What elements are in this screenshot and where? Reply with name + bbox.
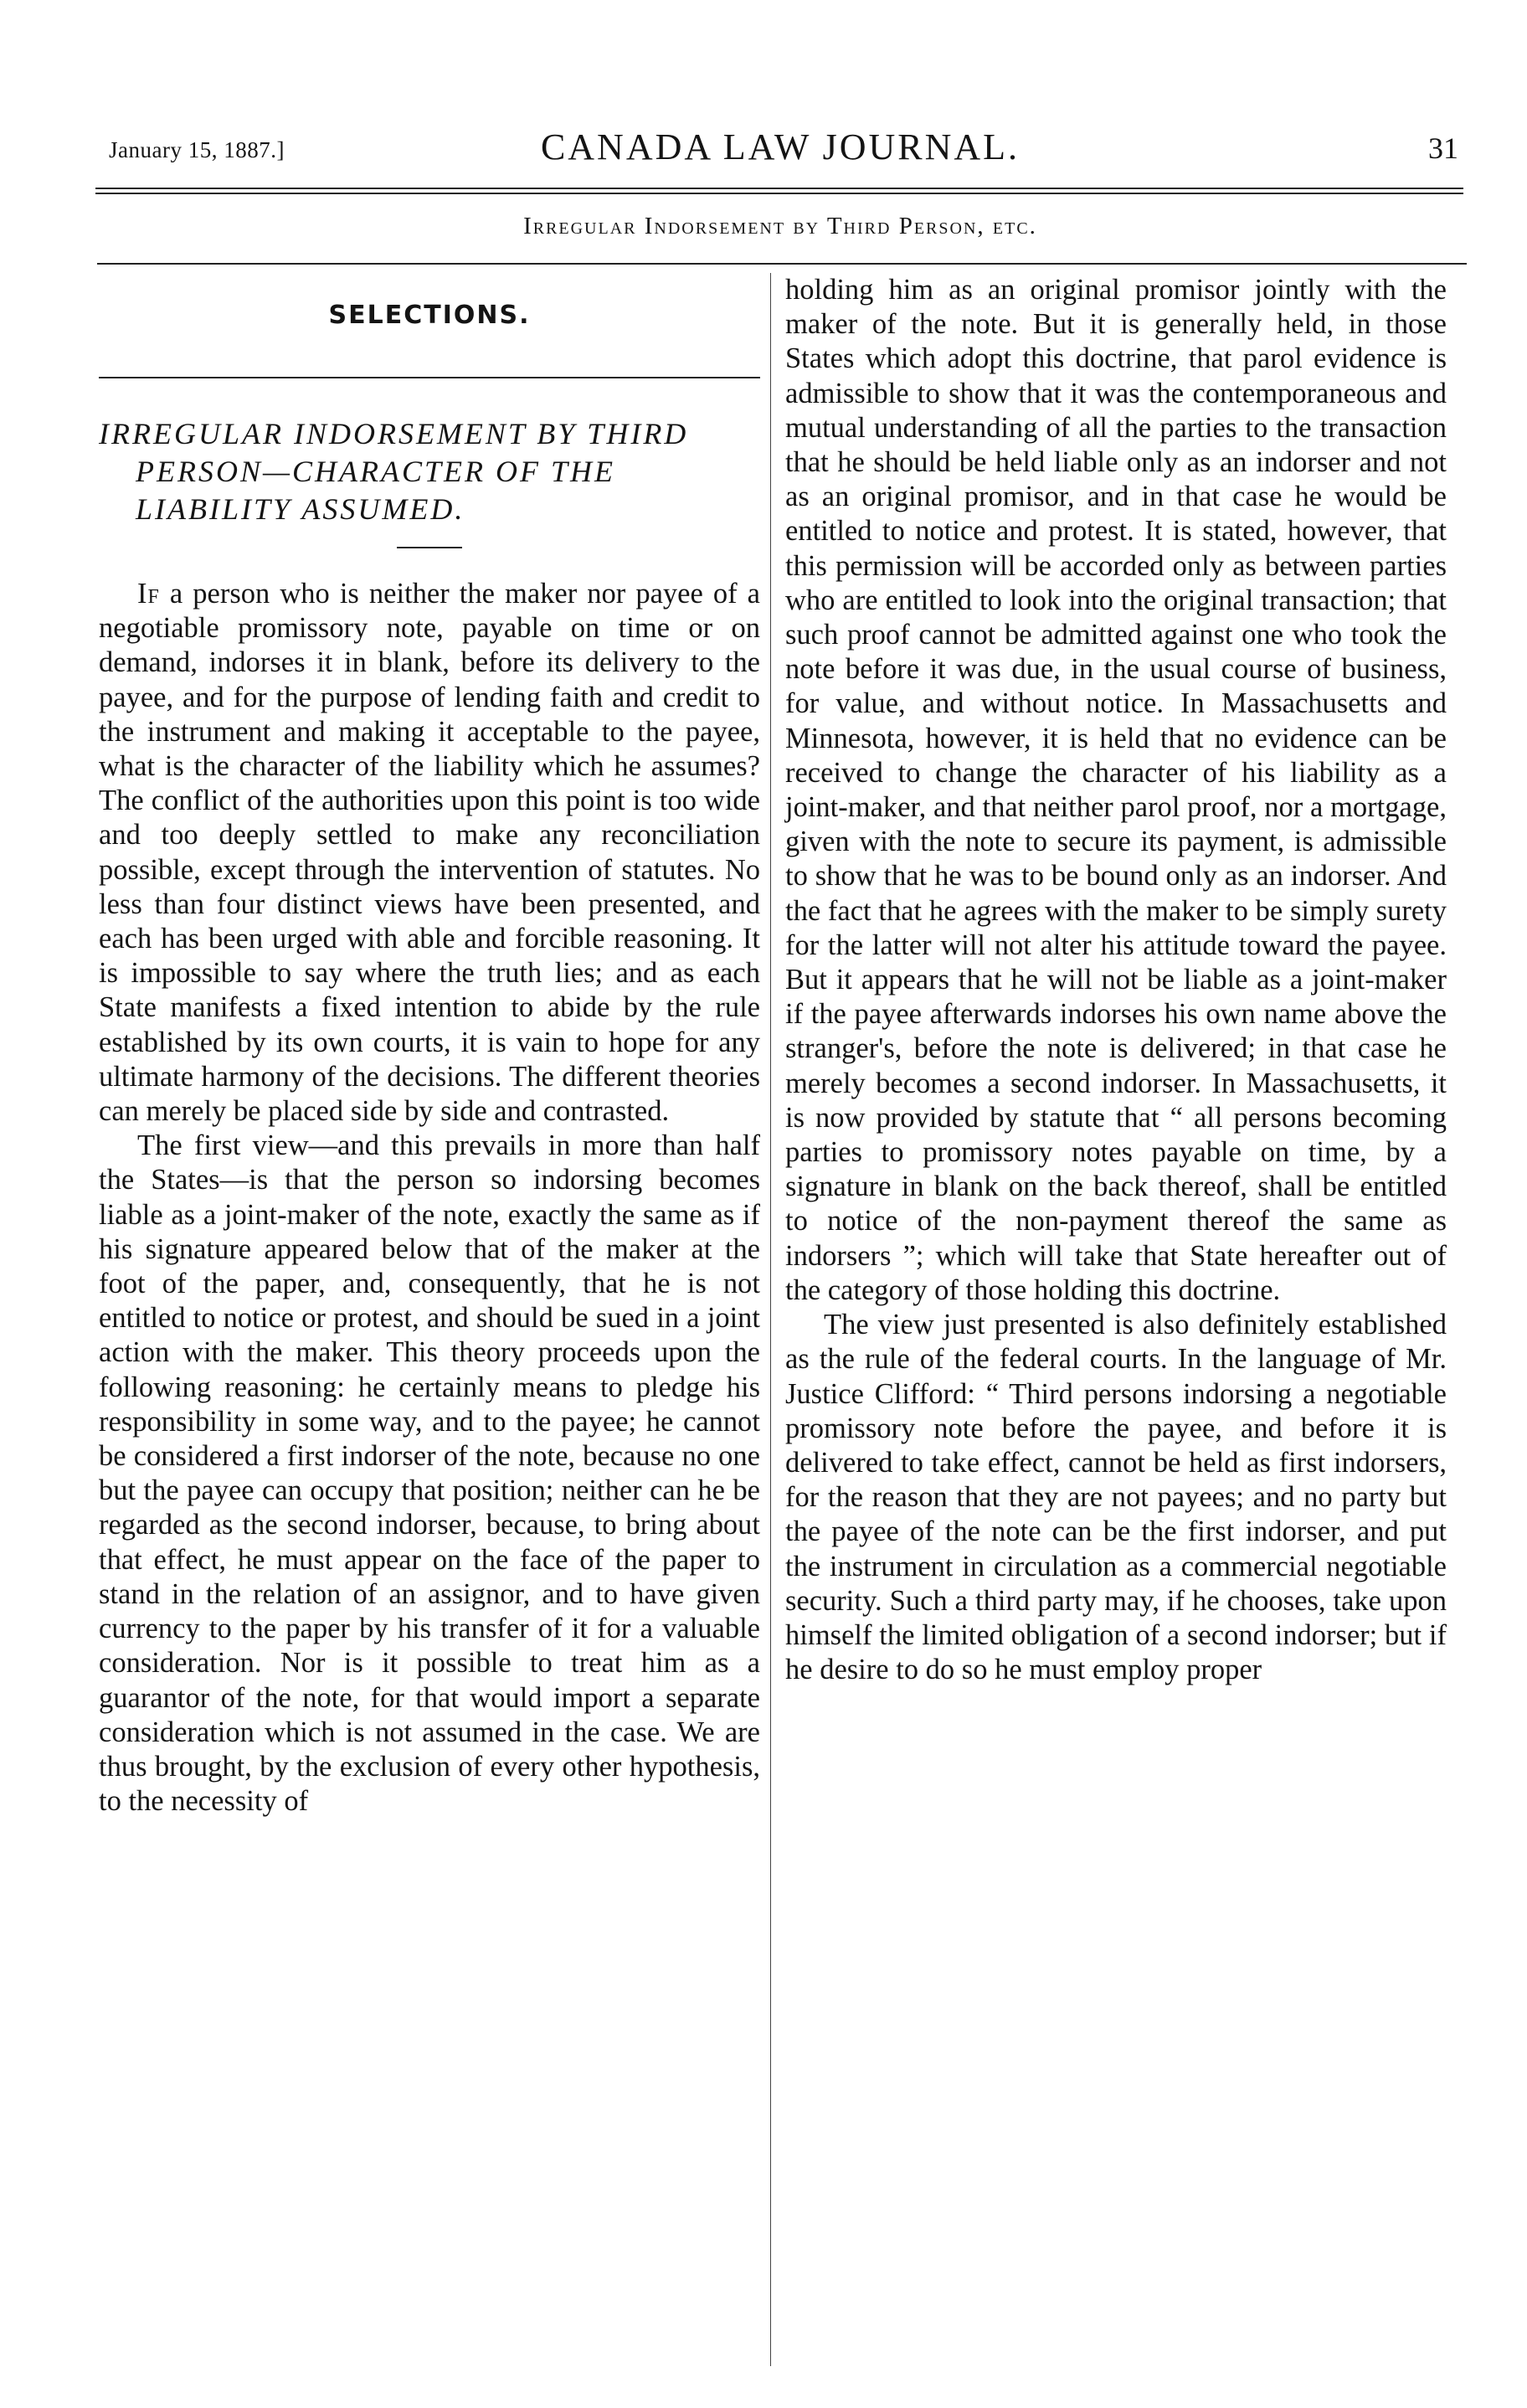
opening-word: If <box>137 578 160 610</box>
department-heading: SELECTIONS. <box>328 301 531 330</box>
page-number: 31 <box>1428 131 1458 165</box>
department-rule <box>99 377 760 378</box>
running-head <box>94 126 1467 176</box>
header-rule <box>95 188 1463 194</box>
text-columns <box>94 273 1467 2408</box>
section-rule <box>97 263 1467 265</box>
title-rule <box>397 547 462 548</box>
paragraph-text: a person who is neither the maker nor payee of a negotiable promissory note, payable on time or on demand, indorses it in blank, before its delivery to the payee, and for the purpose of lending faith and credit to the instrument and making it acceptable to the payee, what is the character of the liability which he assumes? The conflict of the authorities upon this point is too wide and too deeply settled to make any reconciliation possible, except through the intervention of statutes. No less than four distinct views have been presented, and each has been urged with able and forcible reasoning. It is impossible to say where the truth lies; and as each State manifests a fixed intention to abide by the rule established by its own courts, it is vain to hope for any ultimate harmony of the decisions. The different theories can merely be placed side by side and contrasted. <box>99 578 760 1128</box>
section-head: Irregular Indorsement by Third Person, etc. <box>523 213 1037 239</box>
journal-page <box>94 126 1467 2408</box>
right-column <box>785 273 1447 1687</box>
paragraph: The view just presented is also definitely established as the rule of the federal courts. In the language of Mr. Justice Clifford: “ Third persons indorsing a negotiable promissory note before the payee, and before it is delivered to take effect, cannot be held as first indorsers, for the reason that they are not payees; and no party but the payee of the note can be the first indorser, and put the instrument in circulation as a commercial negotiable security. Such a third party may, if he chooses, take upon himself the limited obligation of a second indorser; but if he desire to do so he must employ proper <box>785 1309 1447 1686</box>
paragraph <box>99 577 760 1129</box>
paragraph: holding him as an original promisor jointly with the maker of the note. But it is generally held, in those States which adopt this doctrine, that parol evidence is admissible to show that it was the contemporaneous and mutual understanding of all the parties to the transaction that he should be held liable only as an indorser and not as an original promisor, and in that case he would be entitled to notice and protest. It is stated, however, that this permission will be accorded only as between parties who are entitled to look into the original transaction; that such proof cannot be admitted against one who took the note before it was due, in the usual course of business, for value, and without notice. In Massachusetts and Minnesota, however, it is held that no evidence can be received to change the character of his liability as a joint-maker, and that neither parol proof, nor a mortgage, given with the note to secure its payment, is admissible to show that he was to be bound only as an indorser. And the fact that he agrees with the maker to be simply surety for the latter will not alter his attitude toward the payee. But it appears that he will not be liable as a joint-maker if the payee afterwards indorses his own name above the stranger's, before the note is delivered; in that case he merely becomes a second indorser. In Massachusetts, it is now provided by statute that “ all persons becoming parties to promissory notes payable on time, by a signature in blank on the back thereof, shall be entitled to notice of the non-payment thereof the same as indorsers ”; which will take that State hereafter out of the category of those holding this doctrine. <box>785 274 1447 1306</box>
column-divider <box>770 273 771 2366</box>
paragraph: The first view—and this prevails in more than half the States—is that the person so indorsing becomes liable as a joint-maker of the note, exactly the same as if his signature appeared below that of the maker at the foot of the paper, and, consequently, that he is not entitled to notice or protest, and should be sued in a joint action with the maker. This theory proceeds upon the following reasoning: he certainly means to pledge his responsibility in some way, and to the payee; he cannot be considered a first indorser of the note, because no one but the payee can occupy that position; neither can he be regarded as the second indorser, because, to bring about that effect, he must appear on the face of the paper to stand in the relation of an assignor, and to have given currency to the paper by his transfer of it for a valuable consideration. Nor is it possible to treat him as a guarantor of the note, for that would import a separate consideration which is not assumed in the case. We are thus brought, by the exclusion of every other hypothesis, to the necessity of <box>99 1129 760 1818</box>
journal-title: CANADA LAW JOURNAL. <box>540 126 1021 167</box>
left-column <box>99 273 760 1819</box>
issue-date: January 15, 1887.] <box>109 137 285 162</box>
article-title: IRREGULAR INDORSEMENT BY THIRD PERSON—CHARACTER OF THE LIABILITY ASSUMED. <box>99 417 689 526</box>
